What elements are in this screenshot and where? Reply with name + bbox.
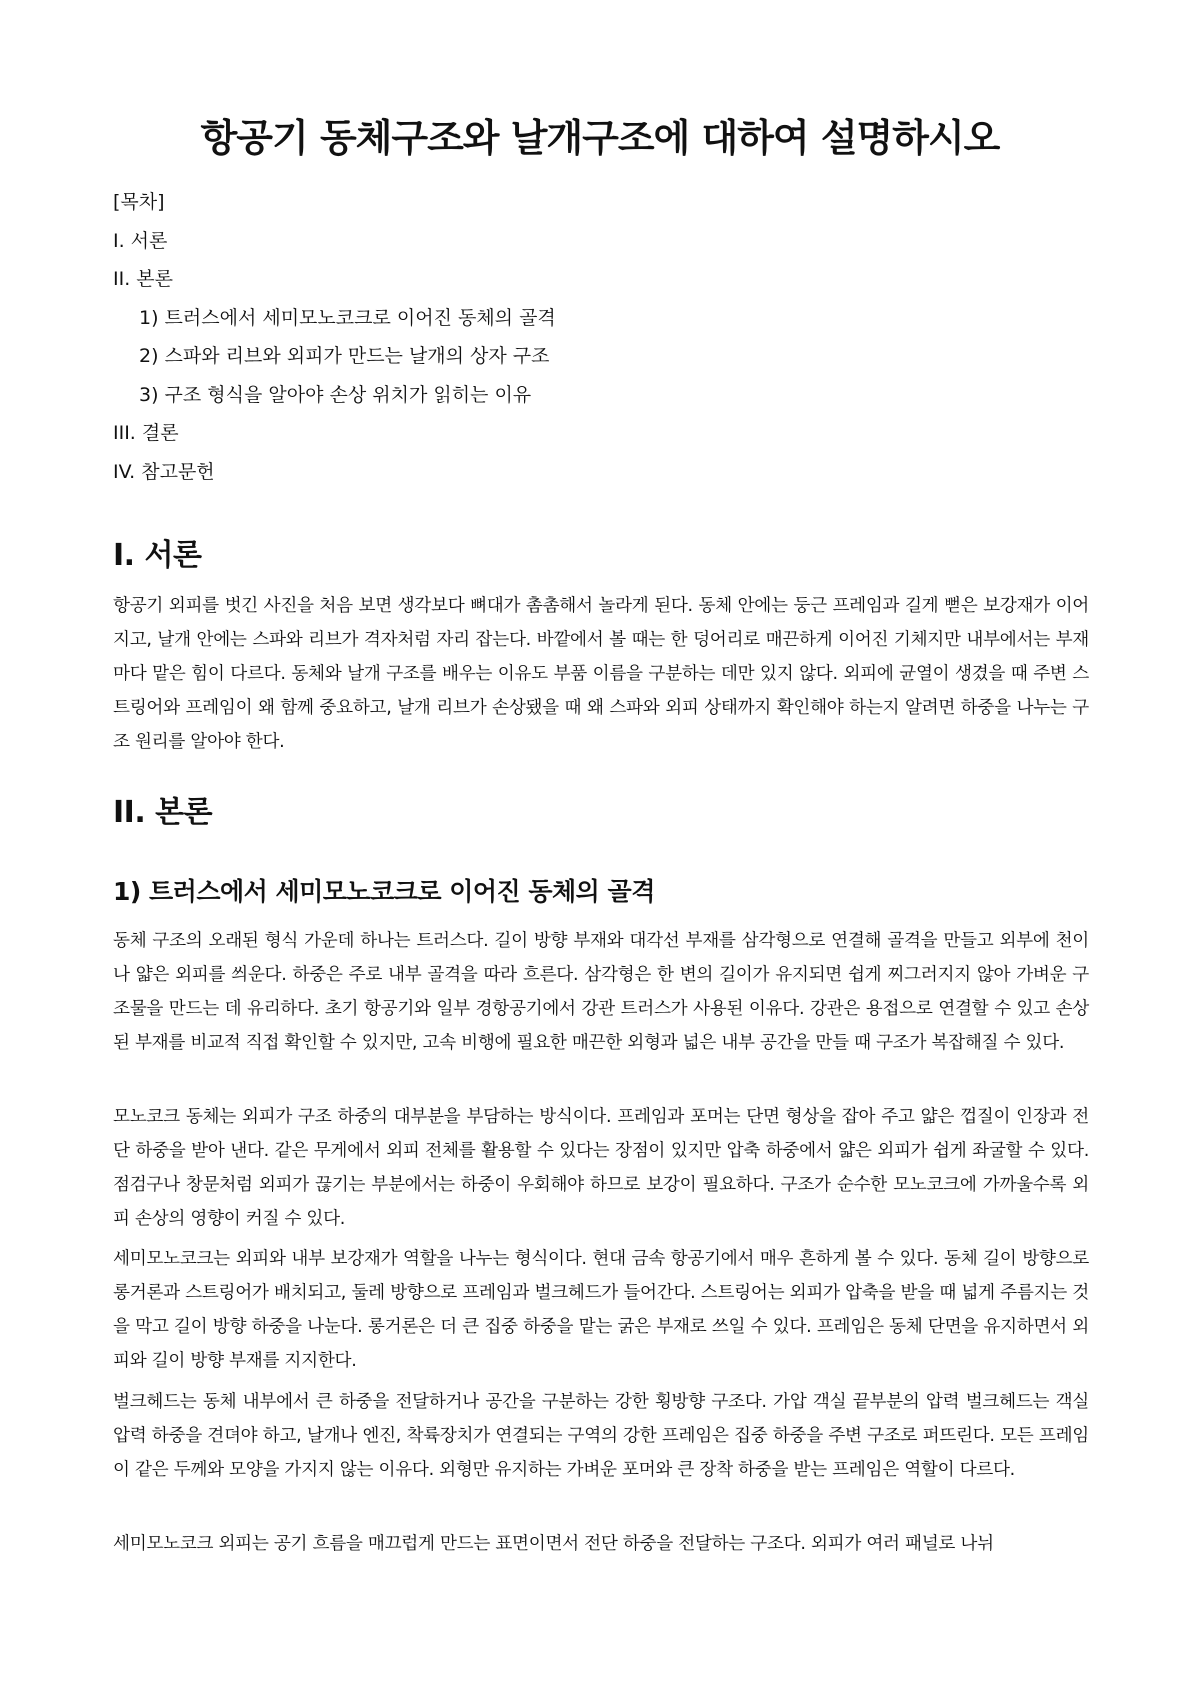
toc-item-references: IV. 참고문헌 (113, 461, 215, 483)
body-section1-paragraph: 벌크헤드는 동체 내부에서 큰 하중을 전달하거나 공간을 구분하는 강한 횡방향 구조다. 가압 객실 끝부분의 압력 벌크헤드는 객실 압력 하중을 견뎌야 하고, 날개나 엔진, 착륙장치가 연결되는 구역의 강한 프레임은 집중 하중을 주변 구조로 퍼뜨린다. 모든 프레임이 같은 두께와 모양을 가지지 않는 이유다. 외형만 유지하는 가벼운 포머와 큰 장착 하중을 받는 프레임은 역할이 다르다. (113, 1392, 1089, 1480)
intro-heading: I. 서론 (113, 538, 202, 573)
toc-item-intro: I. 서론 (113, 230, 168, 252)
document-title: 항공기 동체구조와 날개구조에 대하여 설명하시오 (200, 116, 1000, 160)
body-section1-paragraph: 동체 구조의 오래된 형식 가운데 하나는 트러스다. 길이 방향 부재와 대각선 부재를 삼각형으로 연결해 골격을 만들고 외부에 천이나 얇은 외피를 씌운다. 하중은 주로 내부 골격을 따라 흐른다. 삼각형은 한 변의 길이가 유지되면 쉽게 찌그러지지 않아 가벼운 구조물을 만드는 데 유리하다. 초기 항공기와 일부 경항공기에서 강관 트러스가 사용된 이유다. 강관은 용접으로 연결할 수 있고 손상된 부재를 비교적 직접 확인할 수 있지만, 고속 비행에 필요한 매끈한 외형과 넓은 내부 공간을 만들 때 구조가 복잡해질 수 있다. (113, 931, 1089, 1053)
body-section1-paragraph: 세미모노코크 외피는 공기 흐름을 매끄럽게 만드는 표면이면서 전단 하중을 전달하는 구조다. 외피가 여러 패널로 나뉘 (113, 1534, 994, 1554)
intro-paragraph: 항공기 외피를 벗긴 사진을 처음 보면 생각보다 뼈대가 촘촘해서 놀라게 된다. 동체 안에는 둥근 프레임과 길게 뻗은 보강재가 이어지고, 날개 안에는 스파와 리브가 격자처럼 자리 잡는다. 바깥에서 볼 때는 한 덩어리로 매끈하게 이어진 기체지만 내부에서는 부재마다 맡은 힘이 다르다. 동체와 날개 구조를 배우는 이유도 부품 이름을 구분하는 데만 있지 않다. 외피에 균열이 생겼을 때 주변 스트링어와 프레임이 왜 함께 중요하고, 날개 리브가 손상됐을 때 왜 스파와 외피 상태까지 확인해야 하는지 알려면 하중을 나누는 구조 원리를 알아야 한다. (113, 596, 1089, 752)
body-section1-paragraph: 세미모노코크는 외피와 내부 보강재가 역할을 나누는 형식이다. 현대 금속 항공기에서 매우 흔하게 볼 수 있다. 동체 길이 방향으로 롱거론과 스트링어가 배치되고, 둘레 방향으로 프레임과 벌크헤드가 들어간다. 스트링어는 외피가 압축을 받을 때 넓게 주름지는 것을 막고 길이 방향 하중을 나눈다. 롱거론은 더 큰 집중 하중을 맡는 굵은 부재로 쓰일 수 있다. 프레임은 동체 단면을 유지하면서 외피와 길이 방향 부재를 지지한다. (113, 1249, 1089, 1371)
body-section1-heading: 1) 트러스에서 세미모노코크로 이어진 동체의 골격 (113, 877, 655, 906)
toc-item-body: II. 본론 (113, 268, 173, 290)
toc-item-body-3: 3) 구조 형식을 알아야 손상 위치가 읽히는 이유 (139, 384, 532, 406)
toc-item-conclusion: III. 결론 (113, 422, 179, 444)
toc-item-body-1: 1) 트러스에서 세미모노코크로 이어진 동체의 골격 (139, 307, 556, 329)
toc-item-body-2: 2) 스파와 리브와 외피가 만드는 날개의 상자 구조 (139, 345, 550, 367)
toc-heading: [목차] (113, 191, 165, 213)
body-heading: II. 본론 (113, 795, 213, 830)
body-section1-paragraph: 모노코크 동체는 외피가 구조 하중의 대부분을 부담하는 방식이다. 프레임과 포머는 단면 형상을 잡아 주고 얇은 껍질이 인장과 전단 하중을 받아 낸다. 같은 무게에서 외피 전체를 활용할 수 있다는 장점이 있지만 압축 하중에서 얇은 외피가 쉽게 좌굴할 수 있다. 점검구나 창문처럼 외피가 끊기는 부분에서는 하중이 우회해야 하므로 보강이 필요하다. 구조가 순수한 모노코크에 가까울수록 외피 손상의 영향이 커질 수 있다. (113, 1107, 1089, 1229)
